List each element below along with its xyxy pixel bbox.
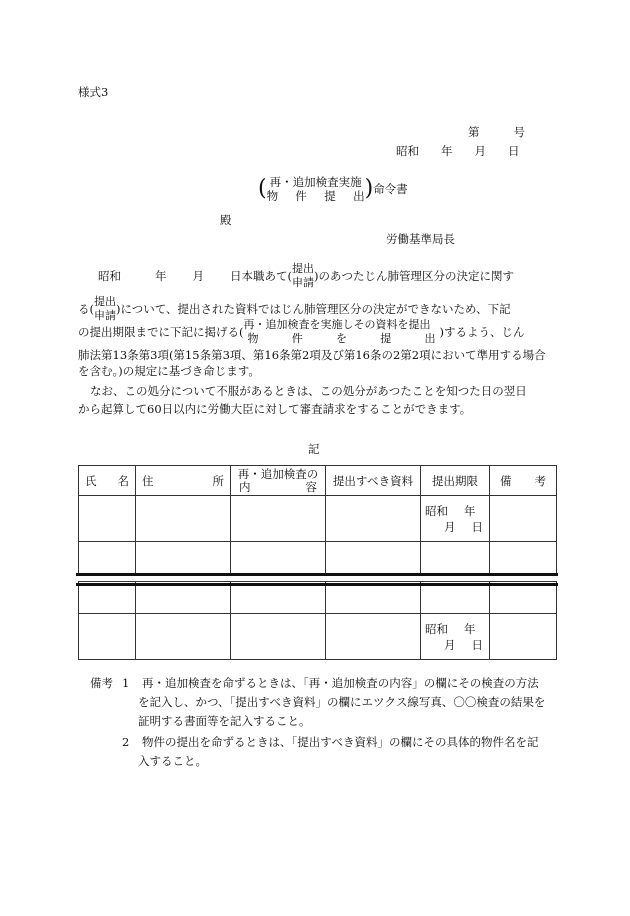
note-1-line-2: を記入し、かつ、「提出すべき資料」の欄にエツクス線写真、〇〇検査の結果を	[138, 695, 546, 709]
close-paren: )	[364, 176, 374, 201]
notes-label: 備考	[90, 676, 113, 690]
body-line-3: の提出期限までに下記に掲げる( 再・追加検査を実施しその資料を提出 物 件 を 提 出 )するよう、じん	[78, 318, 525, 345]
note-2-line-2: 入すること。	[138, 754, 207, 768]
table-break-line-top	[76, 573, 558, 576]
issuer: 労働基準局長	[386, 232, 455, 246]
open-paren: (	[258, 176, 267, 201]
note-2-line-1: 物件の提出を命ずるときは、「提出すべき資料」の欄にその具体的物件名を記	[142, 735, 539, 749]
table-row	[79, 496, 557, 542]
body-line-5: を含む。)の規定に基づき命じます。	[78, 364, 260, 378]
header-name: 氏 名	[79, 466, 136, 496]
form-label: 様式3	[78, 85, 109, 99]
table-break-line-bottom	[76, 583, 558, 586]
title-option-reexam: 再・追加検査実施	[269, 175, 362, 189]
header-content: 再・追加検査の 内 容	[231, 466, 326, 496]
header-materials: 提出すべき資料	[326, 466, 421, 496]
title-option-submit: 物 件 提 出	[266, 189, 365, 203]
document-title	[258, 175, 408, 203]
body-line-4: 肺法第13条第3項(第15条第3項、第16条第2項及び第16条の2第2項において準用する場合	[78, 348, 546, 362]
title-options	[267, 175, 365, 203]
table-row	[79, 582, 557, 614]
note-2-number: 2	[122, 735, 130, 749]
body-line-2: る( 提出 申請 )について、提出された資料ではじん肺管理区分の決定ができないため、下記	[78, 295, 511, 322]
addressee: 殿	[220, 213, 232, 227]
header-remarks: 備 考	[490, 466, 557, 496]
note-1-number: 1	[122, 676, 130, 690]
header-address: 住 所	[136, 466, 231, 496]
note-1-line-3: 証明する書面等を記入すること。	[138, 714, 311, 728]
submission-table	[78, 465, 557, 660]
body-line-7: から起算して60日以内に労働大臣に対して審査請求をすることができます。	[78, 402, 472, 416]
table-row	[79, 542, 557, 574]
note-1-line-1: 再・追加検査を命ずるときは、「再・追加検査の内容」の欄にその検査の方法	[142, 676, 539, 690]
issue-date: 昭和 年 月 日	[396, 144, 520, 158]
table-header-row	[79, 466, 557, 496]
ki-heading: 記	[308, 442, 320, 456]
deadline-date-cell: 昭和 年 月 日	[421, 614, 490, 660]
body-line-1: 昭和 年 月 日本職あて( 提出 申請 )のあつたじん肺管理区分の決定に関す	[98, 262, 514, 289]
table-row	[79, 614, 557, 660]
header-deadline: 提出期限	[421, 466, 490, 496]
deadline-date-cell: 昭和 年 月 日	[421, 496, 490, 542]
body-line-6: なお、この処分について不服があるときは、この処分があつたことを知つた日の翌日	[90, 384, 527, 398]
title-suffix: 命令書	[373, 182, 408, 196]
document-number: 第 号	[468, 125, 525, 139]
